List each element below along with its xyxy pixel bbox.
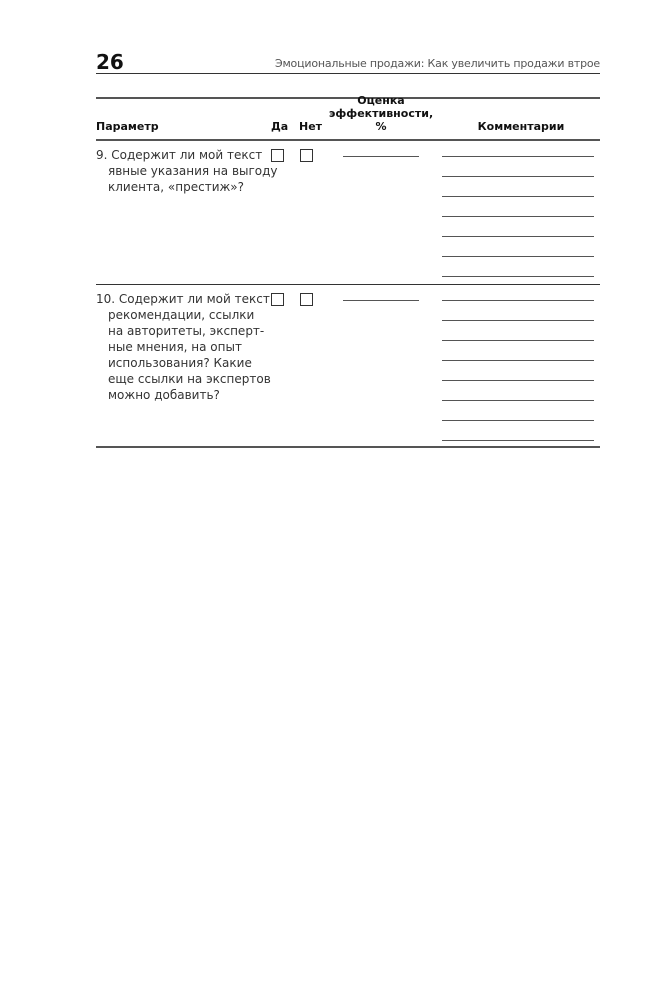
- comment-line: [442, 440, 594, 441]
- question-text: [96, 147, 278, 195]
- comment-line: [442, 196, 594, 197]
- question-line: на авторитеты, эксперт-: [108, 324, 265, 338]
- comment-line: [442, 300, 594, 301]
- comment-lines[interactable]: [442, 156, 594, 296]
- comment-line: [442, 156, 594, 157]
- checklist-table: [96, 94, 600, 448]
- no-checkbox[interactable]: [300, 293, 313, 306]
- table-header-row: [96, 94, 600, 139]
- question-line: клиента, «престиж»?: [108, 180, 245, 194]
- header-rule: [96, 73, 600, 74]
- comment-line: [442, 276, 594, 277]
- no-checkbox[interactable]: [300, 149, 313, 162]
- question-line: 10. Содержит ли мой текст: [96, 292, 270, 306]
- header-yes: Да: [271, 120, 289, 133]
- comment-line: [442, 360, 594, 361]
- question-line: рекомендации, ссылки: [108, 308, 255, 322]
- comment-line: [442, 340, 594, 341]
- question-line: 9. Содержит ли мой текст: [96, 148, 263, 162]
- page-number: 26: [96, 50, 124, 74]
- header-parameter: Параметр: [96, 120, 159, 133]
- comment-line: [442, 400, 594, 401]
- question-line: еще ссылки на экспертов: [108, 372, 271, 386]
- score-blank-line[interactable]: [343, 300, 419, 301]
- question-line: можно добавить?: [108, 388, 220, 402]
- running-head: Эмоциональные продажи: Как увеличить продажи втрое: [274, 57, 600, 70]
- comment-line: [442, 236, 594, 237]
- comment-line: [442, 380, 594, 381]
- score-blank-line[interactable]: [343, 156, 419, 157]
- yes-checkbox[interactable]: [271, 293, 284, 306]
- question-line: ные мнения, на опыт: [108, 340, 242, 354]
- question-line: использования? Какие: [108, 356, 252, 370]
- yes-checkbox[interactable]: [271, 149, 284, 162]
- table-row: [96, 141, 600, 284]
- header-score-line1: Оценка: [357, 94, 405, 107]
- header-no: Нет: [299, 120, 323, 133]
- header-score-line2: эффективности, %: [328, 107, 434, 133]
- comment-line: [442, 256, 594, 257]
- comment-line: [442, 176, 594, 177]
- table-row: [96, 285, 600, 446]
- header-score: [326, 94, 436, 133]
- comment-line: [442, 420, 594, 421]
- header-comments: Комментарии: [477, 120, 565, 133]
- comment-lines[interactable]: [442, 300, 594, 460]
- question-line: явные указания на выгоду: [108, 164, 278, 178]
- comment-line: [442, 320, 594, 321]
- question-text: [96, 291, 271, 403]
- comment-line: [442, 216, 594, 217]
